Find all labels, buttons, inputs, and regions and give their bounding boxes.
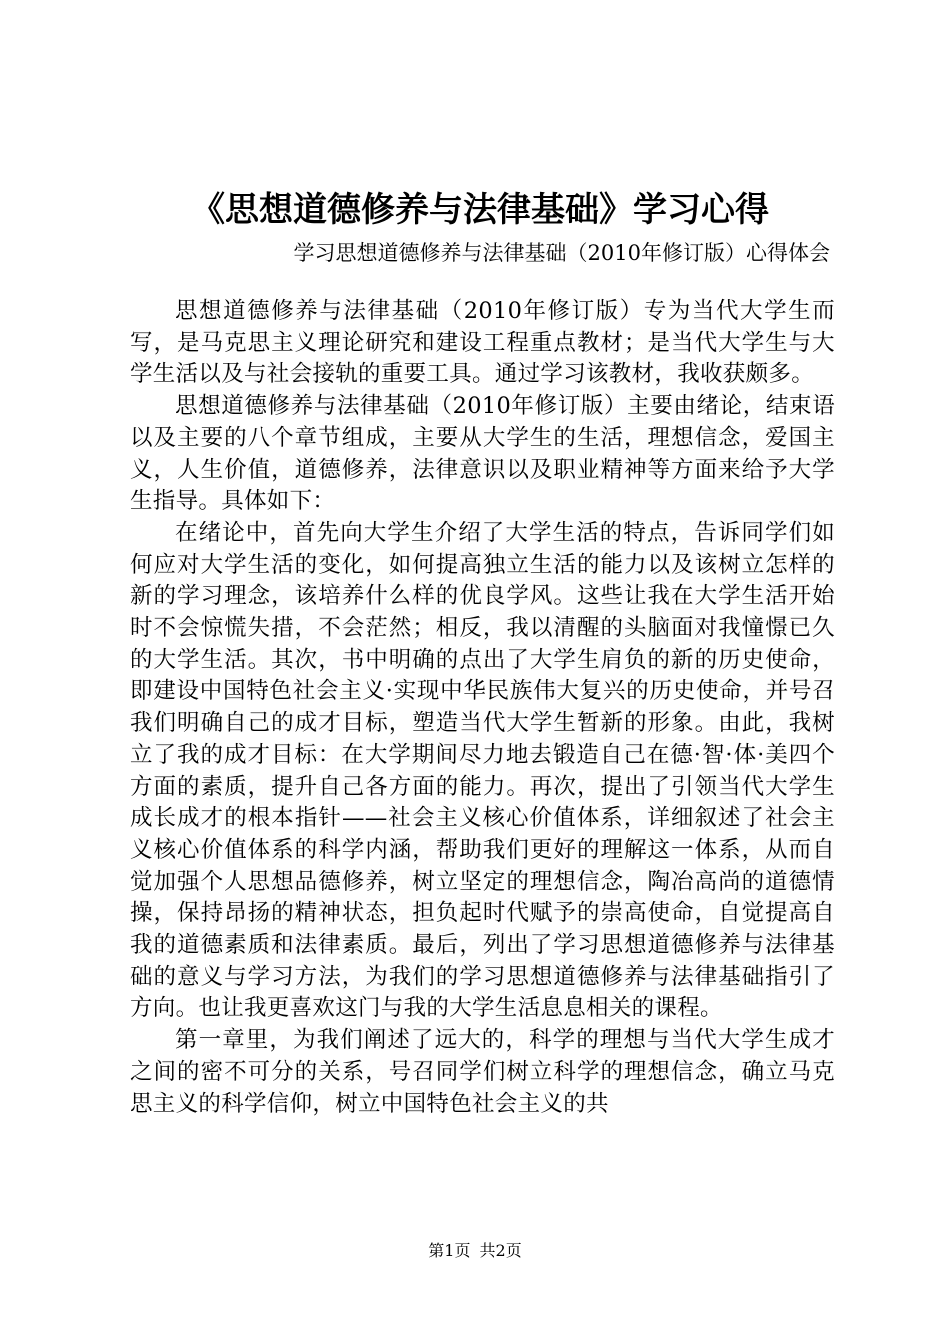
page-footer (0, 1240, 950, 1262)
paragraph: 思想道德修养与法律基础（2010年修订版）专为当代大学生而写，是马克思主义理论研究和建设工程重点教材；是当代大学生与大学生活以及与社会接轨的重要工具。通过学习该教材，我收获颇多。 (130, 298, 835, 388)
paragraph: 在绪论中，首先向大学生介绍了大学生活的特点，告诉同学们如何应对大学生活的变化，如何提高独立生活的能力以及该树立怎样的新的学习理念，该培养什么样的优良学风。这些让我在大学生活开始时不会惊慌失措，不会茫然；相反，我以清醒的头脑面对我憧憬已久的大学生活。其次，书中明确的点出了大学生肩负的新的历史使命，即建设中国特色社会主义·实现中华民族伟大复兴的历史使命，并号召我们明确自己的成才目标，塑造当代大学生暂新的形象。由此，我树立了我的成才目标：在大学期间尽力地去锻造自己在德·智·体·美四个方面的素质，提升自己各方面的能力。再次，提出了引领当代大学生成长成才的根本指针——社会主义核心价值体系，详细叙述了社会主义核心价值体系的科学内涵，帮助我们更好的理解这一体系，从而自觉加强个人思想品德修养，树立坚定的理想信念，陶冶高尚的道德情操，保持昂扬的精神状态，担负起时代赋予的崇高使命，自觉提高自我的道德素质和法律素质。最后，列出了学习思想道德修养与法律基础的意义与学习方法，为我们的学习思想道德修养与法律基础指引了方向。也让我更喜欢这门与我的大学生活息息相关的课程。 (130, 519, 835, 1022)
document-subtitle: 学习思想道德修养与法律基础（2010年修订版）心得体会 (293, 241, 830, 265)
document-title: 《思想道德修养与法律基础》学习心得 (191, 190, 769, 230)
page-total: 共2页 (479, 1241, 522, 1260)
paragraph: 第一章里，为我们阐述了远大的，科学的理想与当代大学生成才之间的密不可分的关系，号召同学们树立科学的理想信念，确立马克思主义的科学信仰，树立中国特色社会主义的共 (130, 1027, 835, 1117)
page-number: 第1页 (428, 1241, 471, 1260)
paragraph: 思想道德修养与法律基础（2010年修订版）主要由绪论，结束语以及主要的八个章节组成，主要从大学生的生活，理想信念，爱国主义，人生价值，道德修养，法律意识以及职业精神等方面来给予大学生指导。具体如下： (130, 393, 835, 515)
document-body (130, 296, 835, 1120)
